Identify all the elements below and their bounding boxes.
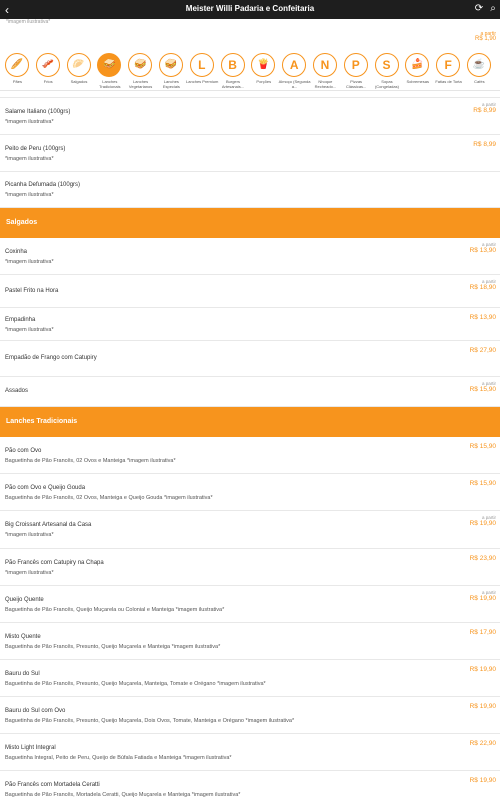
item-name: Assados [5, 388, 29, 394]
item-name: Misto Quente [5, 634, 41, 640]
list-item[interactable] [0, 377, 500, 407]
category-item[interactable] [279, 49, 310, 91]
list-item[interactable] [0, 135, 500, 172]
page-title: Meister Willi Padaria e Confeitaria [185, 4, 315, 13]
category-item[interactable] [125, 49, 156, 91]
item-price: R$ 13,90 [469, 314, 496, 321]
item-description: *imagem ilustrativa* [5, 192, 54, 198]
letter-s-icon: S [375, 53, 399, 77]
section-header-salgados: Salgados [0, 208, 500, 238]
item-name: Pão com Ovo e Queijo Gouda [5, 485, 86, 491]
category-item[interactable] [402, 49, 433, 91]
menu-list [0, 91, 500, 800]
item-price: R$ 19,90 [469, 520, 496, 527]
item-description: Baguetinha de Pão Francês, Presunto, Queijo Muçarela, Manteiga, Tomate e Orégano *imagem ilustrativa* [5, 681, 266, 687]
item-description: Baguetinha de Pão Francês, 02 Ovos, Manteiga e Queijo Gouda *imagem ilustrativa* [5, 495, 213, 501]
item-name: Pão com Ovo [5, 448, 42, 454]
category-label: Salgados [70, 79, 88, 84]
category-item[interactable] [310, 49, 341, 91]
price-from-label: a partir [480, 31, 496, 37]
item-price: R$ 18,90 [469, 284, 496, 291]
list-item [0, 91, 500, 98]
category-item[interactable] [187, 49, 218, 91]
category-item[interactable] [341, 49, 372, 91]
item-description: *imagem ilustrativa* [5, 259, 54, 265]
bread-icon: 🥖 [5, 53, 29, 77]
category-item[interactable] [156, 49, 187, 91]
item-name: Pão Francês com Mortadela Ceratti [5, 782, 100, 788]
category-label: Lanches Vegetarianos [128, 79, 153, 89]
item-name: Bauru do Sul [5, 671, 40, 677]
price-from-label: a partir [481, 381, 496, 386]
partial-item [0, 19, 500, 49]
list-item[interactable] [0, 275, 500, 308]
item-name: Picanha Defumada (100grs) [5, 182, 81, 188]
category-label: Lanches Tradicionais [99, 79, 121, 89]
item-name: Empadão de Frango com Catupiry [5, 355, 97, 361]
category-label: Frios [43, 79, 53, 84]
category-label: Porções [256, 79, 272, 84]
item-description: Baguetinha de Pão Francês, Mortadela Ceratti, Queijo Muçarela e Manteiga *imagem ilustrativa* [5, 792, 241, 798]
letter-n-icon: N [313, 53, 337, 77]
list-item[interactable] [0, 238, 500, 275]
category-label: Almoço (Segunda a... [278, 79, 311, 89]
list-item[interactable] [0, 660, 500, 697]
item-description: Baguetinha de Pão Francês, Queijo Muçarela ou Colonial e Manteiga *imagem ilustrativa* [5, 607, 225, 613]
portion-icon: 🍟 [251, 53, 275, 77]
list-item[interactable] [0, 98, 500, 135]
item-price: R$ 8,99 [473, 107, 496, 114]
item-description: *imagem ilustrativa* [5, 156, 54, 162]
list-item[interactable] [0, 341, 500, 377]
list-item[interactable] [0, 437, 500, 474]
list-item[interactable] [0, 697, 500, 734]
cold-cuts-icon: 🥓 [36, 53, 60, 77]
category-item[interactable] [64, 49, 95, 91]
item-name: Misto Light Integral [5, 745, 56, 751]
category-item[interactable] [372, 49, 403, 91]
item-name: Peito de Peru (100grs) [5, 146, 66, 152]
item-description: *imagem ilustrativa* [5, 327, 54, 333]
letter-f-icon: F [436, 53, 460, 77]
category-label: Pizzas Clássicas... [345, 79, 367, 89]
item-name: Pastel Frito na Hora [5, 288, 59, 294]
item-description: Baguetinha de Pão Francês, 02 Ovos e Manteiga *imagem ilustrativa* [5, 458, 176, 464]
sandwich-icon: 🥪 [97, 53, 121, 77]
list-item[interactable] [0, 734, 500, 771]
price-from-label: a partir [481, 242, 496, 247]
snack-icon: 🥟 [67, 53, 91, 77]
refresh-icon[interactable]: ⟳ [474, 3, 484, 14]
item-description: *imagem ilustrativa* [5, 570, 54, 576]
category-label: Fatias de Torta [435, 79, 462, 84]
category-bar [0, 49, 500, 91]
coffee-icon: ☕ [467, 53, 491, 77]
category-item[interactable] [94, 49, 125, 91]
search-icon[interactable]: ⌕ [490, 3, 496, 14]
category-item[interactable] [33, 49, 64, 91]
item-price: R$ 22,90 [469, 740, 496, 747]
item-price: R$ 19,90 [469, 595, 496, 602]
item-description: *imagem ilustrativa* [5, 119, 54, 125]
item-name: Big Croissant Artesanal da Casa [5, 522, 92, 528]
category-item[interactable] [218, 49, 249, 91]
category-label: Sobremesas [406, 79, 429, 84]
item-price: R$ 27,90 [469, 347, 496, 354]
price-from-label: a partir [481, 515, 496, 520]
sandwich-special-icon: 🥪 [159, 53, 183, 77]
letter-b-icon: B [221, 53, 245, 77]
item-price: R$ 1,90 [474, 36, 496, 42]
item-description: Baguetinha de Pão Francês, Presunto, Queijo Muçarela, Dois Ovos, Tomate, Manteiga e Orégano *imagem ilustrativa* [5, 718, 295, 724]
letter-p-icon: P [344, 53, 368, 77]
category-label: Lanches Especiais [162, 79, 180, 89]
item-price: R$ 15,90 [469, 480, 496, 487]
item-name: Bauru do Sul com Ovo [5, 708, 66, 714]
section-header-lanches-tradicionais: Lanches Tradicionais [0, 407, 500, 437]
list-item[interactable] [0, 308, 500, 341]
item-name: Empadinha [5, 317, 36, 323]
item-name: Coxinha [5, 249, 28, 255]
list-item[interactable] [0, 511, 500, 549]
item-price: R$ 19,90 [469, 666, 496, 673]
item-description: *imagem ilustrativa* [6, 19, 51, 25]
item-name: Queijo Quente [5, 597, 44, 603]
list-item[interactable] [0, 586, 500, 623]
category-label: Cafés [474, 79, 485, 84]
item-price: R$ 13,90 [469, 247, 496, 254]
item-name: Salame Italiano (100grs) [5, 109, 71, 115]
category-item[interactable] [433, 49, 464, 91]
item-description: *imagem ilustrativa* [5, 532, 54, 538]
letter-a-icon: A [282, 53, 306, 77]
list-item[interactable] [0, 771, 500, 800]
price-from-label: a partir [481, 590, 496, 595]
dessert-icon: 🍰 [405, 53, 429, 77]
item-price: R$ 19,90 [469, 703, 496, 710]
price-from-label: a partir [481, 279, 496, 284]
item-price: R$ 23,90 [469, 555, 496, 562]
list-item[interactable] [0, 474, 500, 511]
item-price: R$ 19,90 [469, 777, 496, 784]
price-from-label: a partir [481, 102, 496, 107]
item-description: Baguetinha Integral, Peito de Peru, Queijo de Búfala Fatiada e Manteiga *imagem ilustrativa* [5, 755, 232, 761]
list-item[interactable] [0, 623, 500, 660]
item-price: R$ 15,90 [469, 443, 496, 450]
item-price: R$ 17,90 [469, 629, 496, 636]
category-item[interactable] [464, 49, 495, 91]
item-description: Baguetinha de Pão Francês, Presunto, Queijo Muçarela e Manteiga *imagem ilustrativa* [5, 644, 221, 650]
category-label: Burgers Artesanais... [221, 79, 245, 89]
sandwich-veg-icon: 🥪 [128, 53, 152, 77]
item-name: Pão Francês com Catupiry na Chapa [5, 560, 104, 566]
arrow-left-icon[interactable]: ‹ [5, 3, 9, 17]
list-item[interactable] [0, 172, 500, 208]
category-item[interactable] [248, 49, 279, 91]
item-price: R$ 15,90 [469, 386, 496, 393]
category-label: Pães [12, 79, 22, 84]
category-label: Sopas (Congeladas) [374, 79, 399, 89]
list-item[interactable] [0, 549, 500, 586]
app-header [0, 0, 500, 19]
letter-l-icon: L [190, 53, 214, 77]
category-label: Nhoque Recheado... [314, 79, 337, 89]
item-price: R$ 8,99 [473, 141, 496, 148]
category-label: Lanches Premium [186, 79, 219, 84]
category-item[interactable] [2, 49, 33, 91]
